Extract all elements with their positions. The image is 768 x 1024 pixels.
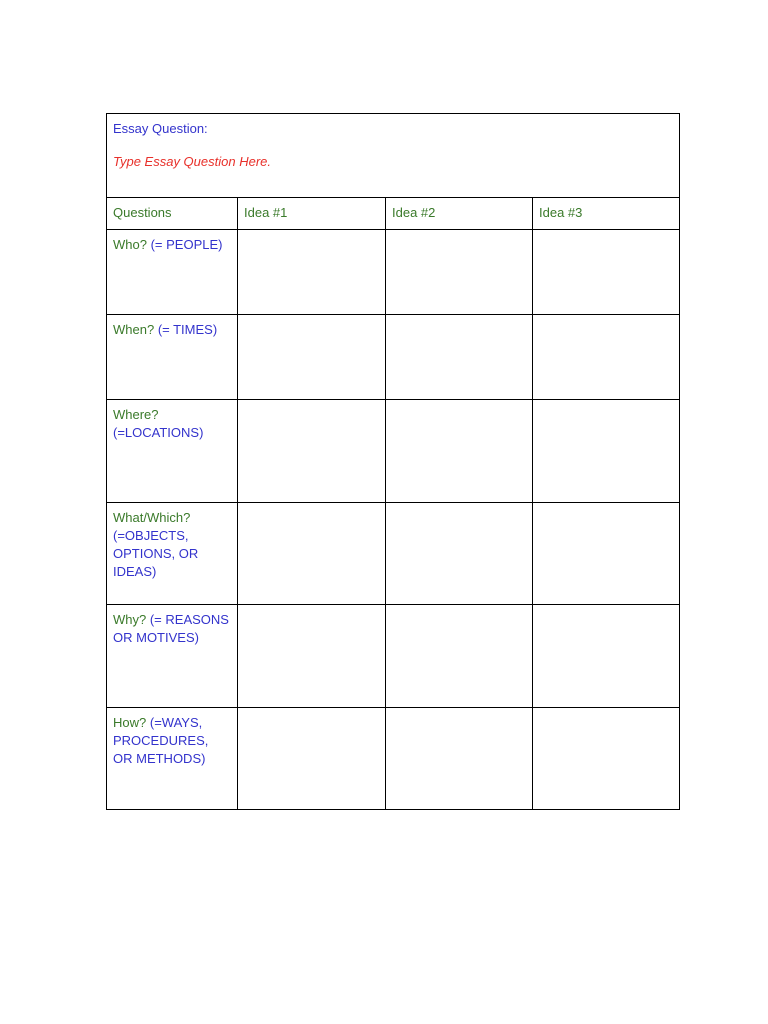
table-row [107,708,680,810]
question-label: When? [113,322,155,337]
question-cell-what [107,503,238,605]
question-label: What/Which? [113,510,191,525]
header-idea-2: Idea #2 [386,198,533,230]
idea-2-cell[interactable] [386,503,533,605]
question-cell-how [107,708,238,810]
question-cell-why [107,605,238,708]
idea-2-cell[interactable] [386,315,533,400]
header-idea-3: Idea #3 [533,198,680,230]
question-cell-where [107,400,238,503]
question-hint: (= REASONS OR MOTIVES) [113,612,229,645]
idea-1-cell[interactable] [238,400,386,503]
idea-3-cell[interactable] [533,503,680,605]
idea-2-cell[interactable] [386,230,533,315]
table-row [107,605,680,708]
question-label: Why? [113,612,147,627]
essay-question-label: Essay Question: [113,121,208,136]
header-idea-1: Idea #1 [238,198,386,230]
header-row [107,198,680,230]
question-hint: (= PEOPLE) [146,237,223,252]
idea-2-cell[interactable] [386,708,533,810]
idea-3-cell[interactable] [533,315,680,400]
essay-organizer-table [106,113,680,810]
question-cell-who [107,230,238,315]
question-hint: (= TIMES) [154,322,218,337]
question-hint: (=WAYS, PROCEDURES, OR METHODS) [113,715,209,766]
table-row [107,503,680,605]
idea-3-cell[interactable] [533,230,680,315]
idea-2-cell[interactable] [386,605,533,708]
question-label: How? [113,715,147,730]
table-row [107,315,680,400]
idea-1-cell[interactable] [238,708,386,810]
idea-1-cell[interactable] [238,230,386,315]
idea-3-cell[interactable] [533,605,680,708]
question-label: Who? [113,237,147,252]
table-row [107,400,680,503]
idea-1-cell[interactable] [238,503,386,605]
idea-1-cell[interactable] [238,315,386,400]
idea-3-cell[interactable] [533,400,680,503]
question-hint: (=OBJECTS, OPTIONS, OR IDEAS) [113,528,199,579]
table-row [107,230,680,315]
question-cell-when [107,315,238,400]
essay-question-row [107,114,680,198]
idea-3-cell[interactable] [533,708,680,810]
idea-2-cell[interactable] [386,400,533,503]
essay-question-cell[interactable] [107,114,680,198]
essay-question-prompt[interactable]: Type Essay Question Here. [113,154,271,169]
header-questions: Questions [107,198,238,230]
question-label: Where? [113,407,159,422]
idea-1-cell[interactable] [238,605,386,708]
question-hint: (=LOCATIONS) [113,425,204,440]
